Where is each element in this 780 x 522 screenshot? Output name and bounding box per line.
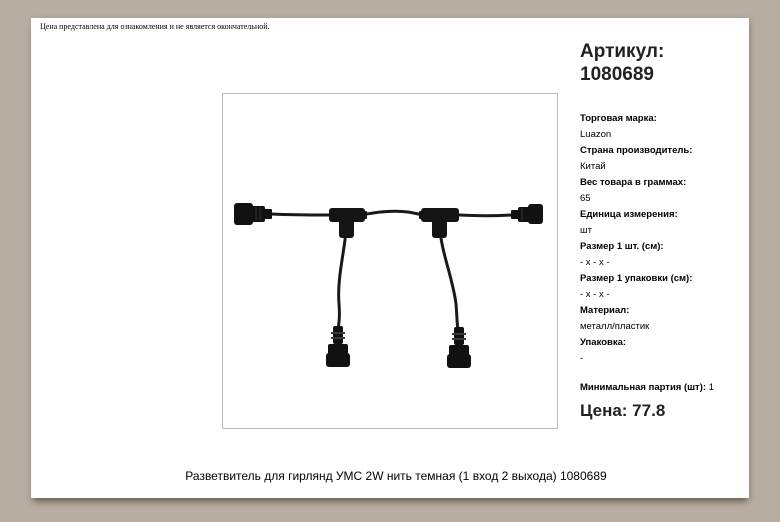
spec-label-packaging: Упаковка: bbox=[580, 337, 627, 348]
specs-list bbox=[580, 111, 745, 367]
price: Цена: 77.8 bbox=[580, 401, 666, 420]
spec-value-package-size: - х - х - bbox=[580, 289, 610, 300]
spec-value-brand: Luazon bbox=[580, 129, 612, 140]
catalog-sheet bbox=[31, 18, 749, 498]
min-batch bbox=[580, 382, 714, 393]
product-title: Разветвитель для гирлянд УМС 2W нить темная (1 вход 2 выхода) 1080689 bbox=[185, 469, 607, 483]
spec-value-country: Китай bbox=[580, 161, 606, 172]
min-batch-label: Минимальная партия (шт): bbox=[580, 382, 707, 393]
article-label: Артикул: bbox=[580, 41, 665, 62]
spec-label-country: Страна производитель: bbox=[580, 145, 693, 156]
product-photo bbox=[222, 93, 558, 429]
spec-label-weight: Вес товара в граммах: bbox=[580, 177, 687, 188]
min-batch-value: 1 bbox=[708, 382, 714, 393]
spec-value-unit: шт bbox=[580, 225, 592, 236]
spec-label-item-size: Размер 1 шт. (см): bbox=[580, 241, 664, 252]
article-block bbox=[580, 40, 664, 86]
cable-splitter-image bbox=[223, 94, 557, 428]
spec-label-unit: Единица измерения: bbox=[580, 209, 678, 220]
spec-value-material: металл/пластик bbox=[580, 321, 650, 332]
spec-value-weight: 65 bbox=[580, 193, 591, 204]
spec-label-package-size: Размер 1 упаковки (см): bbox=[580, 273, 693, 284]
spec-label-brand: Торговая марка: bbox=[580, 113, 657, 124]
spec-label-material: Материал: bbox=[580, 305, 630, 316]
spec-value-packaging: - bbox=[580, 353, 584, 364]
price-disclaimer: Цена представлена для ознакомления и не является окончательной. bbox=[40, 22, 270, 31]
article-number: 1080689 bbox=[580, 64, 654, 85]
spec-value-item-size: - х - х - bbox=[580, 257, 610, 268]
